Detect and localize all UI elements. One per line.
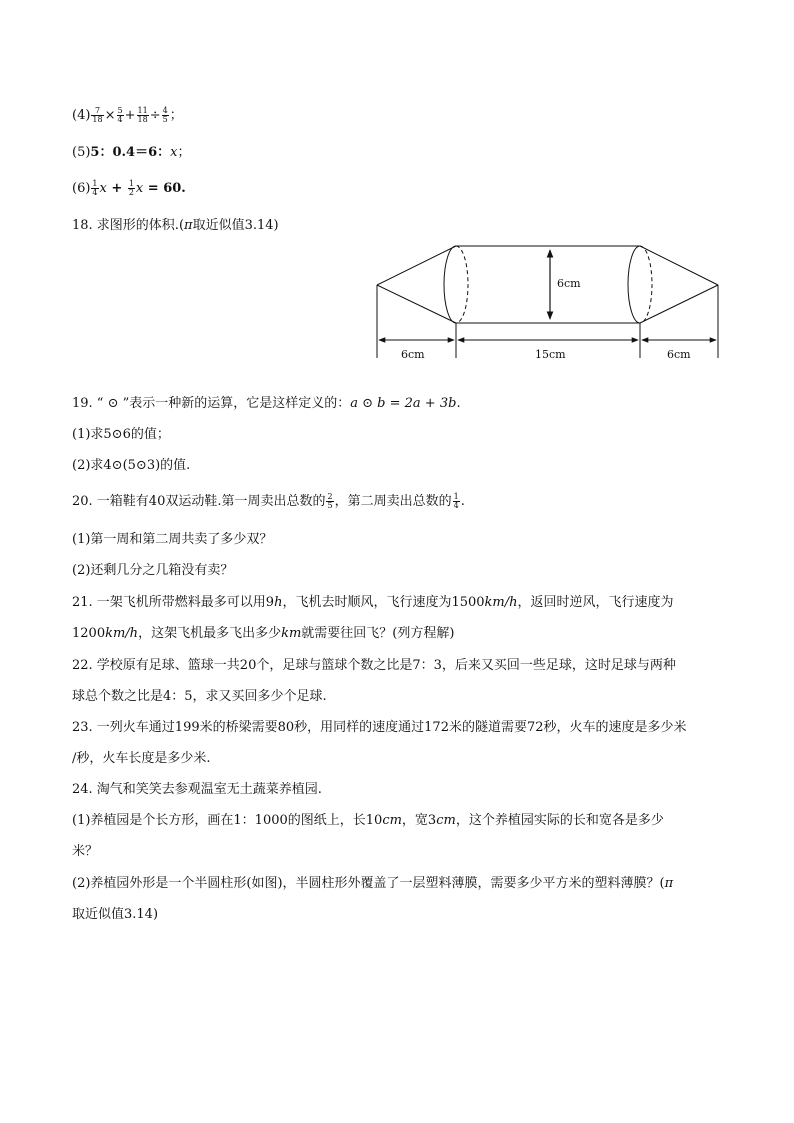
cylinder xyxy=(444,246,652,323)
q21-line-1: 21. 一架飞机所带燃料最多可以用9h，飞机去时顺风，飞行速度为1500km/h，返回时逆风，飞行速度为 xyxy=(72,595,674,610)
q17-part-5: (5)5：0.4＝6：x； xyxy=(72,145,191,160)
fraction: $\frac{7}{18}$ xyxy=(92,106,103,124)
q24-part-2: (2)养植园外形是一个半圆柱形(如图)，半圆柱形外覆盖了一层塑料薄膜，需要多少平方米的塑料薄膜？(π xyxy=(72,876,674,891)
fraction: $\frac{1}{2}$ xyxy=(128,179,134,197)
fraction: $\frac{4}{5}$ xyxy=(162,106,168,124)
fraction: $\frac{11}{18}$ xyxy=(137,106,148,124)
q22-line-2: 球总个数之比是4：5，求又买回多少个足球. xyxy=(72,689,327,704)
q23-line-2: /秒，火车长度是多少米. xyxy=(72,751,211,766)
left-dimension-label: 6cm xyxy=(401,348,425,361)
part-label: (6) xyxy=(72,181,91,196)
right-dimension-label: 6cm xyxy=(667,348,691,361)
fraction: $\frac{5}{4}$ xyxy=(117,106,123,124)
q24-part-1-cont: 米？ xyxy=(72,844,99,859)
cylinder-cone-figure xyxy=(370,238,730,363)
q18-stem: 18. 求图形的体积.(π取近似值3.14) xyxy=(72,218,279,233)
q21-line-2: 1200km/h，这架飞机最多飞出多少km就需要往回飞？(列方程解) xyxy=(72,626,455,641)
q17-part-6: (6) $\frac{1}{4}$ x + $\frac{1}{2}$ x = 60. xyxy=(72,179,186,197)
q24-part-1: (1)养植园是个长方形，画在1：1000的图纸上，长10cm，宽3cm，这个养植园实际的长和宽各是多少 xyxy=(72,813,664,828)
height-label: 6cm xyxy=(557,277,581,290)
q20-part-2: (2)还剩几分之几箱没有卖？ xyxy=(72,563,234,578)
q19-part-2: (2)求4⊙(5⊙3)的值. xyxy=(72,458,191,473)
q19-part-1: (1)求5⊙6的值； xyxy=(72,427,170,442)
middle-dimension-label: 15cm xyxy=(535,348,566,361)
part-label: (4) xyxy=(72,108,91,123)
fraction: $\frac{1}{4}$ xyxy=(92,179,98,197)
q24-part-2-cont: 取近似值3.14) xyxy=(72,907,159,922)
part-label: (5) xyxy=(72,145,91,160)
fraction: $\frac{2}{5}$ xyxy=(327,492,333,510)
q19-stem: 19. “ ⊙ ”表示一种新的运算，它是这样定义的：a ⊙ b = 2a + 3b. xyxy=(72,396,461,411)
q17-part-4: (4) $\frac{7}{18}$ × $\frac{5}{4}$ + $\frac{11}{18}$ ÷ $\frac{4}{5}$ ； xyxy=(72,106,183,124)
q20-part-1: (1)第一周和第二周共卖了多少双？ xyxy=(72,532,273,547)
q20-stem: 20. 一箱鞋有40双运动鞋.第一周卖出总数的 $\frac{2}{5}$ ，第二周卖出总数的 $\frac{1}{4}$ . xyxy=(72,492,465,510)
q22-line-1: 22. 学校原有足球、篮球一共20个，足球与篮球个数之比是7：3，后来又买回一些足球，这时足球与两种 xyxy=(72,658,676,673)
fraction: $\frac{1}{4}$ xyxy=(453,492,459,510)
q23-line-1: 23. 一列火车通过199米的桥梁需要80秒，用同样的速度通过172米的隧道需要72秒，火车的速度是多少米 xyxy=(72,720,687,735)
q24-stem: 24. 淘气和笑笑去参观温室无土蔬菜养植园. xyxy=(72,782,322,797)
